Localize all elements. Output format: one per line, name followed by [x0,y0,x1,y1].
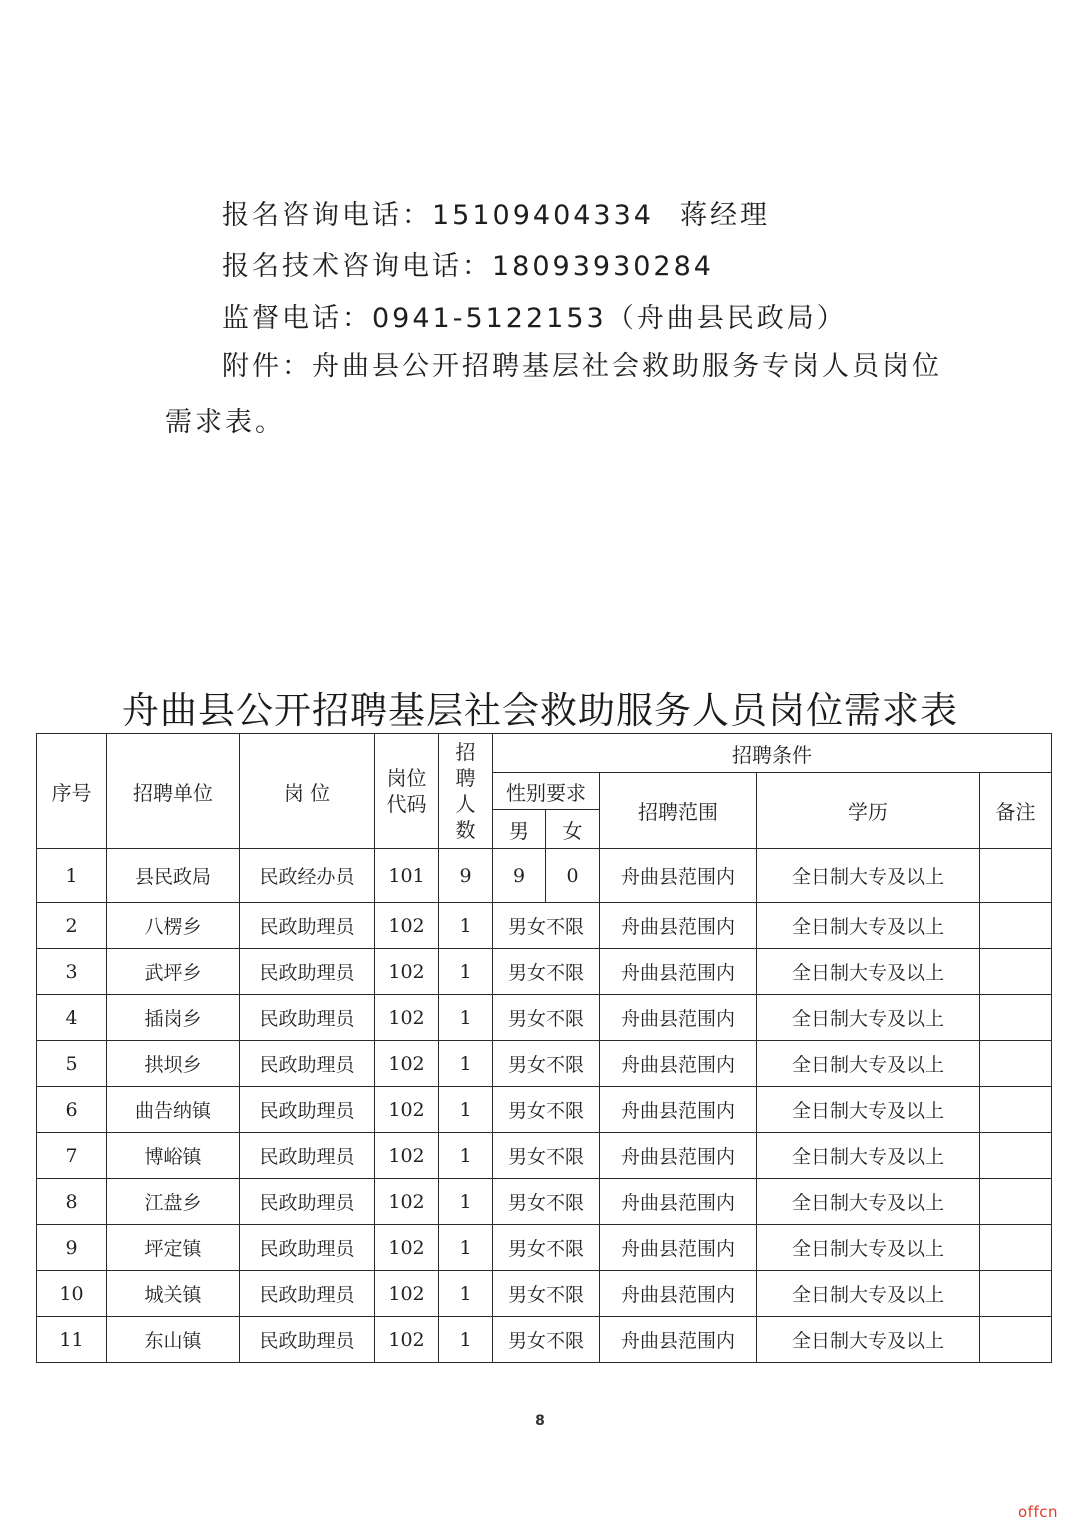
cell-gender: 男女不限 [493,903,600,949]
cell-scope: 舟曲县范围内 [600,1225,757,1271]
cell-remark [980,1317,1052,1363]
cell-unit: 县民政局 [107,849,240,903]
cell-count: 1 [439,1225,493,1271]
cell-scope: 舟曲县范围内 [600,1271,757,1317]
cell-education: 全日制大专及以上 [757,949,980,995]
cell-scope: 舟曲县范围内 [600,949,757,995]
cell-count: 1 [439,1087,493,1133]
table-row [37,1271,1052,1317]
cell-gender: 男女不限 [493,1225,600,1271]
page-number: 8 [535,1413,545,1429]
header-count-line2: 聘 [455,766,476,790]
cell-code: 102 [375,1317,439,1363]
cell-remark [980,995,1052,1041]
cell-no: 11 [37,1317,107,1363]
cell-unit: 城关镇 [107,1271,240,1317]
cell-post: 民政助理员 [240,1133,375,1179]
cell-scope: 舟曲县范围内 [600,1133,757,1179]
table-row [37,1179,1052,1225]
header-male: 男 [493,810,546,849]
cell-no: 2 [37,903,107,949]
cell-male: 9 [493,849,546,903]
consult-contact: 蒋经理 [679,200,770,231]
cell-unit: 插岗乡 [107,995,240,1041]
consult-label: 报名咨询电话： [222,200,432,231]
cell-no: 3 [37,949,107,995]
cell-count: 1 [439,1317,493,1363]
cell-code: 102 [375,949,439,995]
table-row [37,1041,1052,1087]
cell-unit: 八楞乡 [107,903,240,949]
cell-post: 民政助理员 [240,1041,375,1087]
cell-education: 全日制大专及以上 [757,1179,980,1225]
cell-no: 10 [37,1271,107,1317]
cell-no: 4 [37,995,107,1041]
cell-code: 102 [375,1179,439,1225]
cell-female: 0 [546,849,600,903]
header-no: 序号 [37,734,107,849]
cell-education: 全日制大专及以上 [757,1041,980,1087]
header-education: 学历 [757,773,980,849]
tech-phone-line [222,244,714,283]
cell-post: 民政助理员 [240,903,375,949]
supervise-label: 监督电话： [222,303,372,334]
cell-gender: 男女不限 [493,995,600,1041]
cell-remark [980,1179,1052,1225]
cell-unit: 曲告纳镇 [107,1087,240,1133]
cell-education: 全日制大专及以上 [757,1087,980,1133]
cell-education: 全日制大专及以上 [757,1133,980,1179]
cell-post: 民政助理员 [240,1317,375,1363]
cell-gender: 男女不限 [493,1087,600,1133]
cell-scope: 舟曲县范围内 [600,1317,757,1363]
header-female: 女 [546,810,600,849]
cell-code: 102 [375,1225,439,1271]
cell-remark [980,849,1052,903]
cell-remark [980,1041,1052,1087]
cell-gender: 男女不限 [493,1133,600,1179]
cell-remark [980,1271,1052,1317]
table-row [37,849,1052,903]
table-row [37,1225,1052,1271]
cell-no: 7 [37,1133,107,1179]
consult-phone: 15109404334 [432,200,654,231]
cell-post: 民政经办员 [240,849,375,903]
cell-education: 全日制大专及以上 [757,1271,980,1317]
cell-count: 1 [439,995,493,1041]
header-count [439,734,493,849]
table-row [37,1087,1052,1133]
cell-education: 全日制大专及以上 [757,903,980,949]
cell-no: 9 [37,1225,107,1271]
cell-count: 1 [439,949,493,995]
cell-education: 全日制大专及以上 [757,995,980,1041]
cell-education: 全日制大专及以上 [757,1317,980,1363]
header-gender: 性别要求 [493,773,600,810]
cell-remark [980,1225,1052,1271]
table-row [37,1317,1052,1363]
header-code-line1: 岗位 [386,766,427,790]
cell-count: 1 [439,1271,493,1317]
cell-code: 102 [375,1271,439,1317]
cell-count: 1 [439,1133,493,1179]
cell-gender: 男女不限 [493,1271,600,1317]
cell-code: 102 [375,903,439,949]
cell-education: 全日制大专及以上 [757,1225,980,1271]
cell-unit: 坪定镇 [107,1225,240,1271]
consult-phone-line [222,193,770,232]
cell-scope: 舟曲县范围内 [600,995,757,1041]
cell-no: 5 [37,1041,107,1087]
cell-code: 102 [375,1087,439,1133]
attachment-line: 附件：舟曲县公开招聘基层社会救助服务专岗人员岗位 [222,351,942,382]
cell-education: 全日制大专及以上 [757,849,980,903]
cell-gender: 男女不限 [493,1179,600,1225]
supervise-phone-line [222,296,847,335]
cell-unit: 博峪镇 [107,1133,240,1179]
table-row [37,1133,1052,1179]
header-count-line3: 人 [455,792,476,816]
header-code [375,734,439,849]
cell-count: 1 [439,903,493,949]
cell-count: 1 [439,1179,493,1225]
header-post: 岗 位 [240,734,375,849]
cell-scope: 舟曲县范围内 [600,903,757,949]
header-scope: 招聘范围 [600,773,757,849]
cell-remark [980,949,1052,995]
header-count-line4: 数 [455,818,476,842]
cell-scope: 舟曲县范围内 [600,1041,757,1087]
cell-no: 1 [37,849,107,903]
cell-code: 101 [375,849,439,903]
header-unit: 招聘单位 [107,734,240,849]
cell-code: 102 [375,995,439,1041]
cell-no: 8 [37,1179,107,1225]
cell-scope: 舟曲县范围内 [600,1179,757,1225]
attachment-line-continued: 需求表。 [165,407,285,438]
cell-remark [980,1087,1052,1133]
header-remark: 备注 [980,773,1052,849]
cell-gender: 男女不限 [493,1317,600,1363]
cell-count: 1 [439,1041,493,1087]
cell-remark [980,1133,1052,1179]
cell-unit: 武坪乡 [107,949,240,995]
cell-post: 民政助理员 [240,949,375,995]
table-row [37,949,1052,995]
cell-post: 民政助理员 [240,1225,375,1271]
cell-unit: 江盘乡 [107,1179,240,1225]
cell-no: 6 [37,1087,107,1133]
cell-post: 民政助理员 [240,1271,375,1317]
cell-gender: 男女不限 [493,949,600,995]
tech-phone: 18093930284 [492,251,714,282]
cell-post: 民政助理员 [240,1179,375,1225]
cell-scope: 舟曲县范围内 [600,849,757,903]
cell-code: 102 [375,1041,439,1087]
cell-post: 民政助理员 [240,1087,375,1133]
header-conditions: 招聘条件 [493,734,1052,773]
supervise-phone: 0941-5122153（舟曲县民政局） [372,303,847,334]
cell-scope: 舟曲县范围内 [600,1087,757,1133]
offcn-watermark: offcn [1018,1503,1058,1521]
tech-label: 报名技术咨询电话： [222,251,492,282]
requirements-table [36,733,1052,1363]
table-title: 舟曲县公开招聘基层社会救助服务人员岗位需求表 [122,689,958,732]
table-row [37,995,1052,1041]
cell-count: 9 [439,849,493,903]
table-row [37,903,1052,949]
cell-post: 民政助理员 [240,995,375,1041]
header-count-line1: 招 [455,740,476,764]
cell-unit: 拱坝乡 [107,1041,240,1087]
cell-remark [980,903,1052,949]
cell-gender: 男女不限 [493,1041,600,1087]
cell-code: 102 [375,1133,439,1179]
header-code-line2: 代码 [386,792,427,816]
cell-unit: 东山镇 [107,1317,240,1363]
